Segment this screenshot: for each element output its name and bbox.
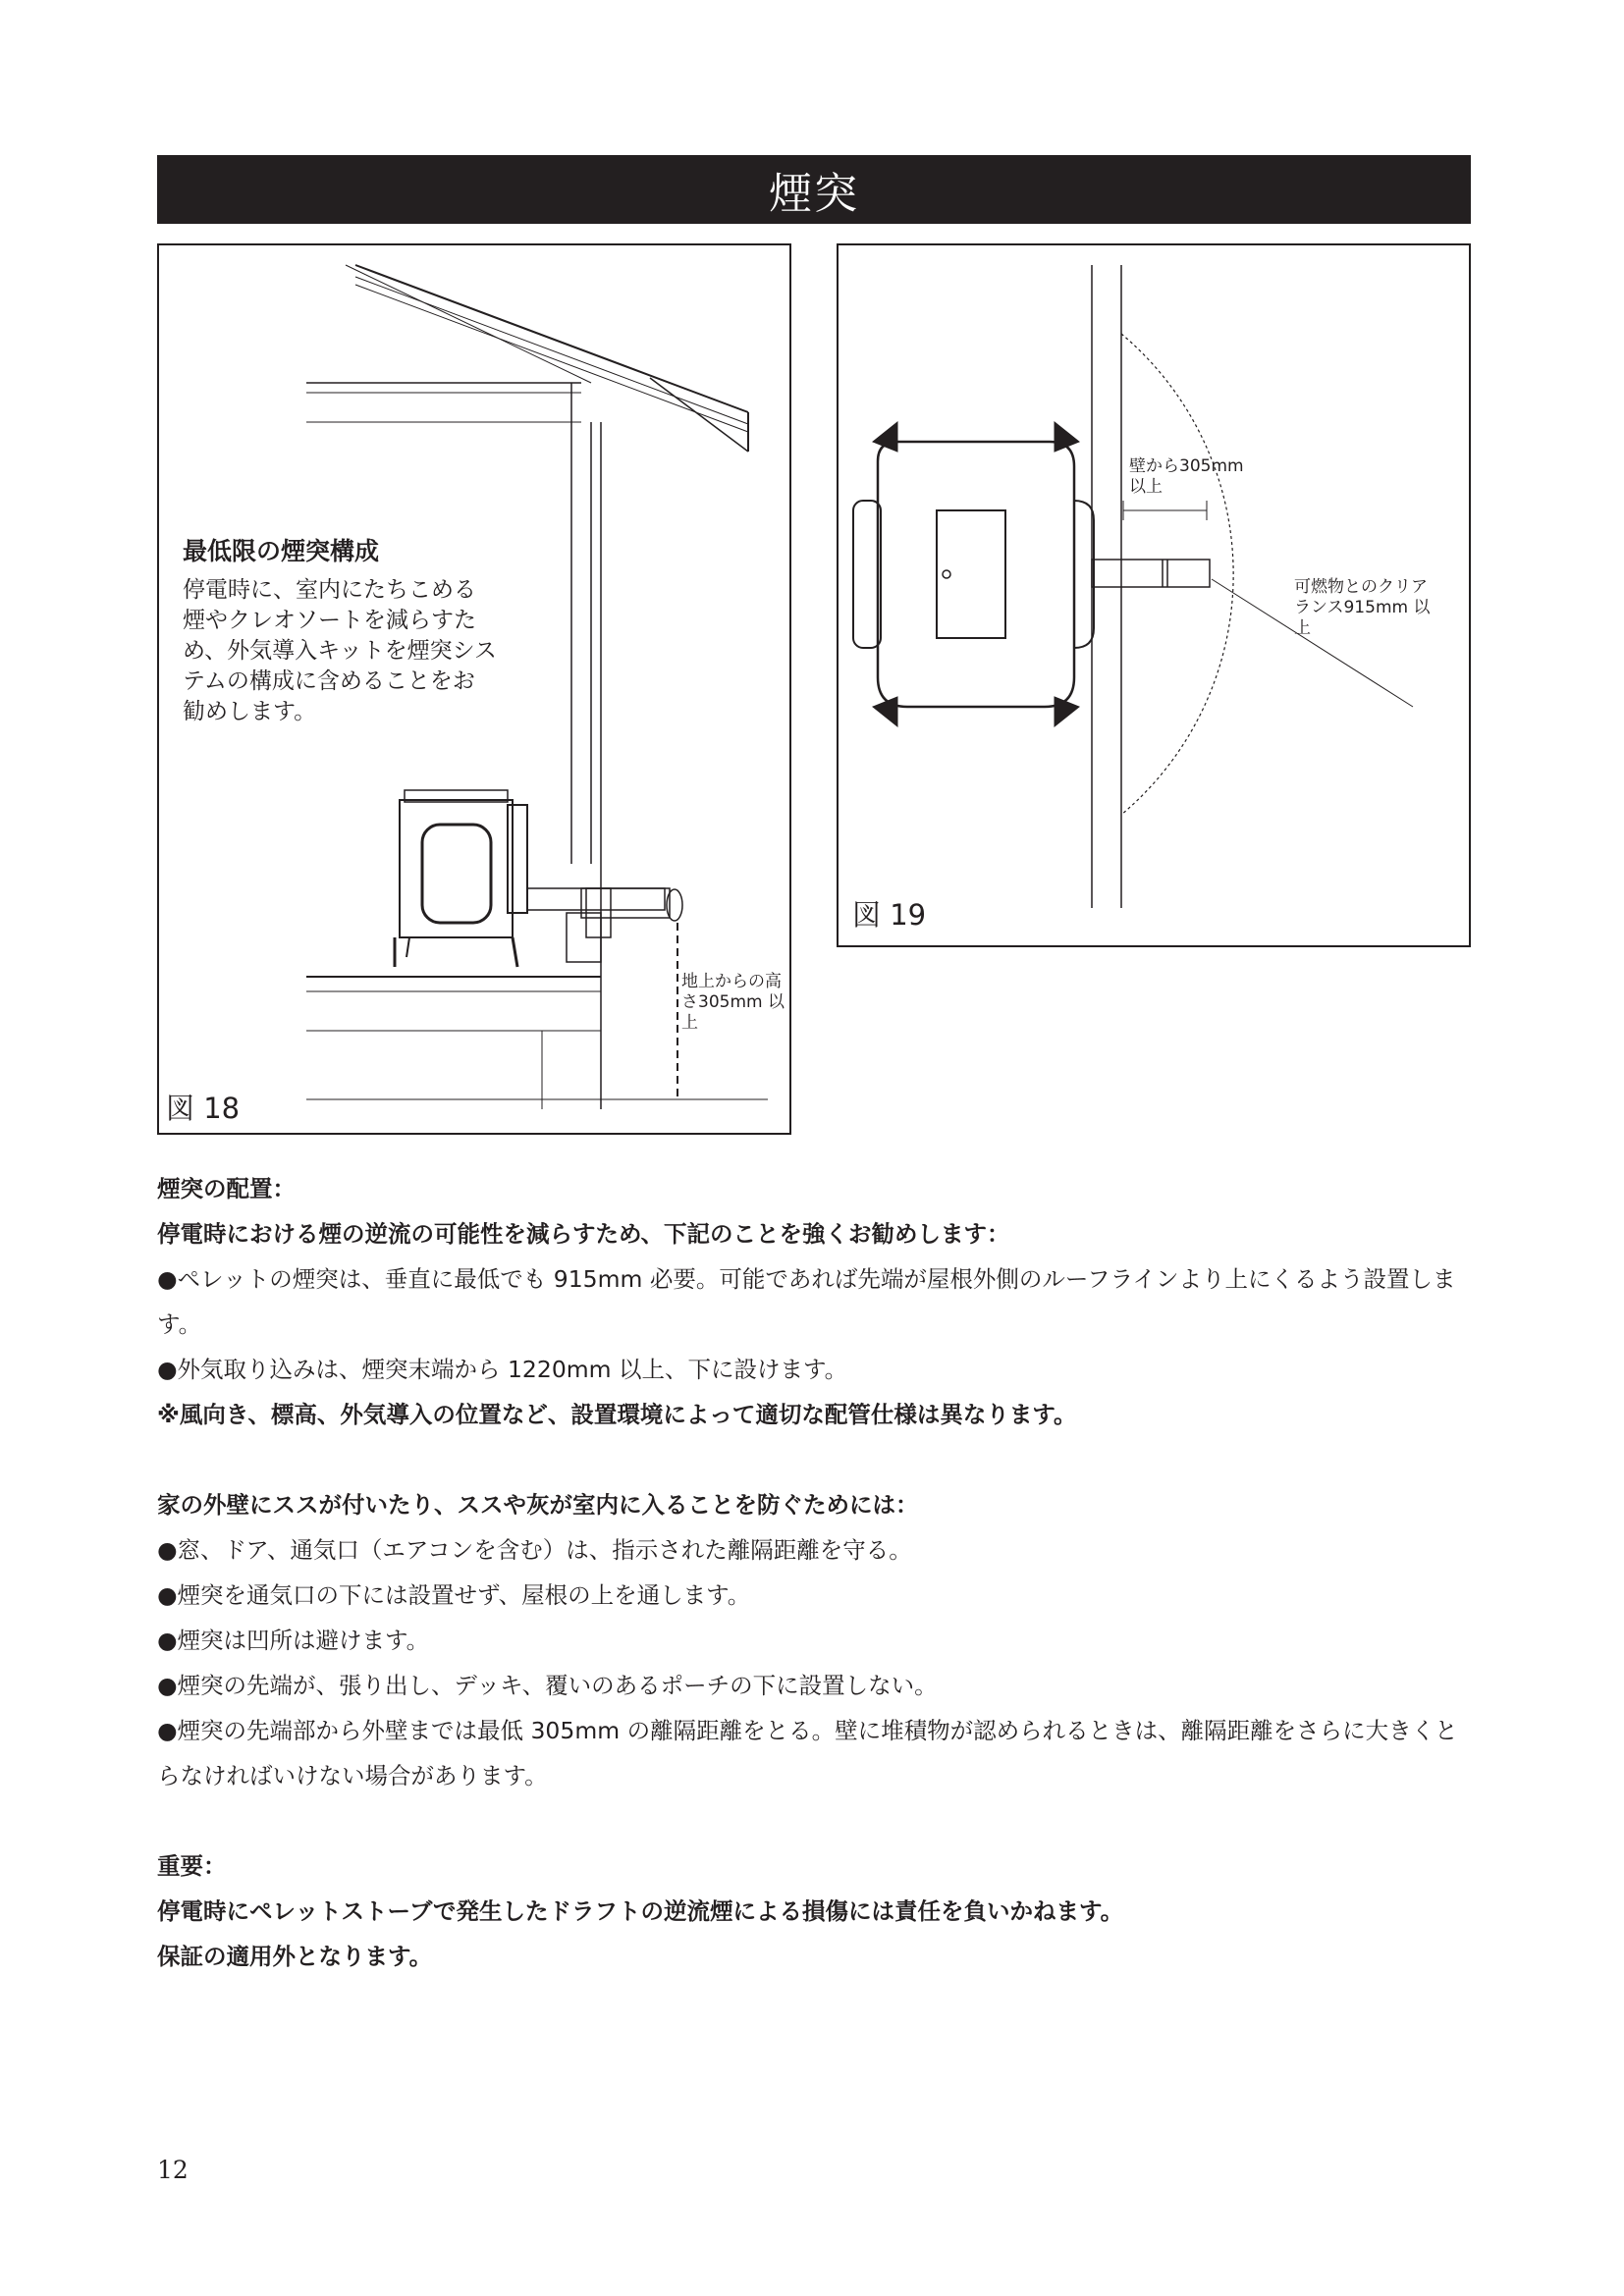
section-lead: 停電時における煙の逆流の可能性を減らすため、下記のことを強くお勧めします： [157,1220,1010,1248]
figure-note-title: 最低限の煙突構成 [183,537,380,565]
figure-18 [157,243,791,1135]
list-item: ●窓、ドア、通気口（エアコンを含む）は、指示された離隔距離を守る。 [157,1536,912,1564]
list-item: ●煙突は凹所は避けます。 [157,1627,430,1654]
figure-18-label: 図 18 [166,1092,241,1125]
important-line: 停電時にペレットストーブで発生したドラフトの逆流煙による損傷には責任を負いかねます。 [157,1897,1124,1925]
section-heading: 重要： [157,1852,227,1880]
figure-19-label: 図 19 [852,898,927,932]
list-item: ●煙突の先端が、張り出し、デッキ、覆いのあるポーチの下に設置しない。 [157,1672,938,1699]
clearance-label: 可燃物とのクリアランス915mm 以上 [1294,577,1431,638]
important-line: 保証の適用外となります。 [157,1943,433,1970]
section-note: ※風向き、標高、外気導入の位置など、設置環境によって適切な配管仕様は異なります。 [157,1401,1077,1428]
list-item: ●外気取り込みは、煙突末端から 1220mm 以上、下に設けます。 [157,1356,848,1383]
list-item: ●煙突を通気口の下には設置せず、屋根の上を通します。 [157,1581,751,1609]
section-heading: 煙突の配置： [157,1175,296,1202]
figure-note-text: 停電時に、室内にたちこめる煙やクレオソートを減らすため、外気導入キットを煙突システムの構成に含めることをお勧めします。 [183,577,497,724]
body-text [157,1166,1478,1979]
list-item: ●煙突の先端部から外壁までは最低 305mm の離隔距離をとる。壁に堆積物が認められるときは、離隔距離をさらに大きくとらなければいけない場合があります。 [157,1717,1458,1789]
list-item: ●ペレットの煙突は、垂直に最低でも 915mm 必要。可能であれば先端が屋根外側のルーフラインより上にくるよう設置します。 [157,1265,1456,1338]
ground-height-label: 地上からの高さ305mm 以上 [681,972,785,1033]
section-heading: 家の外壁にススが付いたり、ススや灰が室内に入ることを防ぐためには： [157,1491,919,1519]
page-number: 12 [157,2156,189,2184]
wall-distance-label: 壁から305mm 以上 [1129,456,1244,497]
page-title: 煙突 [157,155,1471,224]
figure-19 [837,243,1471,947]
